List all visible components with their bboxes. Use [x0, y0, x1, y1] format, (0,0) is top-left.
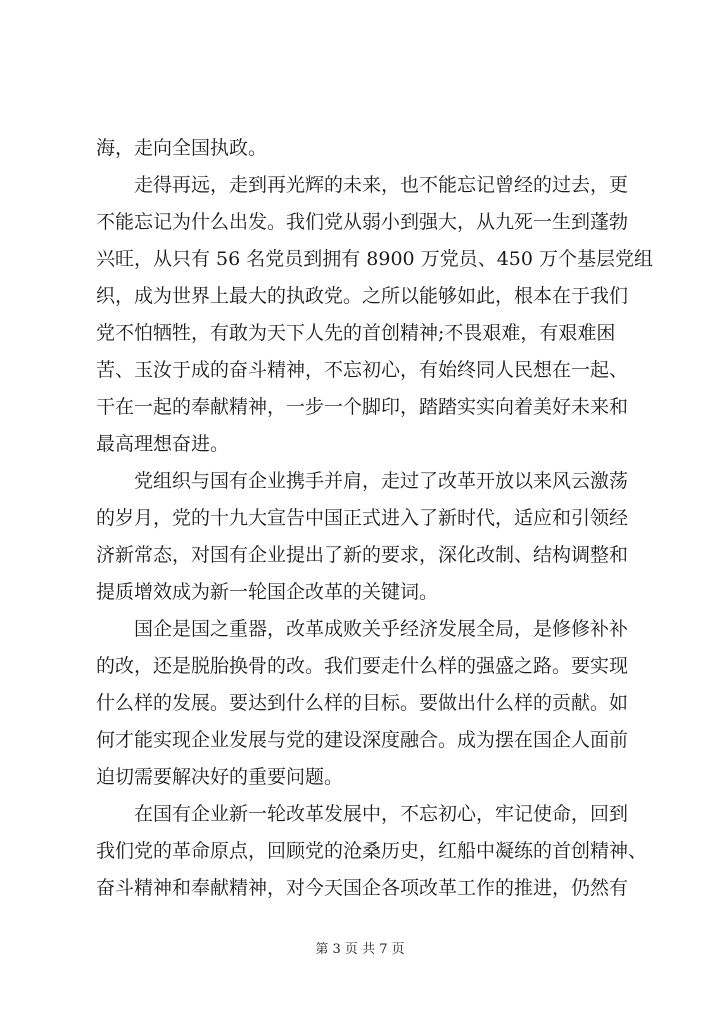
text-line: 的改，还是脱胎换骨的改。我们要走什么样的强盛之路。要实现: [96, 655, 629, 677]
text-line: 奋斗精神和奉献精神，对今天国企各项改革工作的推进，仍然有: [96, 877, 629, 899]
text-line: 何才能实现企业发展与党的建设深度融合。成为摆在国企人面前: [96, 729, 629, 751]
text-line: 我们党的革命原点，回顾党的沧桑历史，红船中凝练的首创精神、: [96, 840, 648, 862]
text-line: 干在一起的奉献精神，一步一个脚印，踏踏实实向着美好未来和: [96, 396, 629, 418]
paragraph-start-line: 走得再远，走到再光辉的未来，也不能忘记曾经的过去，更: [134, 174, 629, 196]
text-line: 党不怕牺牲，有敢为天下人先的首创精神;不畏艰难，有艰难困: [96, 322, 616, 344]
document-body: [96, 130, 653, 907]
paragraph-start-line: 在国有企业新一轮改革发展中，不忘初心，牢记使命，回到: [134, 803, 629, 825]
text-line: 苦、玉汝于成的奋斗精神，不忘初心，有始终同人民想在一起、: [96, 359, 629, 381]
text-line: 海，走向全国执政。: [96, 137, 268, 159]
page-number-footer: 第 3 页 共 7 页: [315, 942, 405, 957]
text-line: 的岁月，党的十九大宣告中国正式进入了新时代，适应和引领经: [96, 507, 629, 529]
paragraph-start-line: 党组织与国有企业携手并肩，走过了改革开放以来风云激荡: [134, 470, 629, 492]
text-line: 提质增效成为新一轮国企改革的关键词。: [96, 581, 439, 603]
text-line: 不能忘记为什么出发。我们党从弱小到强大，从九死一生到蓬勃: [96, 211, 629, 233]
text-line: 织，成为世界上最大的执政党。之所以能够如此，根本在于我们: [96, 285, 629, 307]
text-line: 什么样的发展。要达到什么样的目标。要做出什么样的贡献。如: [96, 692, 629, 714]
text-line: 济新常态，对国有企业提出了新的要求，深化改制、结构调整和: [96, 544, 629, 566]
paragraph-start-line: 国企是国之重器，改革成败关乎经济发展全局，是修修补补: [134, 618, 629, 640]
text-line: 兴旺，从只有 56 名党员到拥有 8900 万党员、450 万个基层党组: [96, 248, 653, 270]
text-line: 最高理想奋进。: [96, 433, 230, 455]
text-line: 迫切需要解决好的重要问题。: [96, 766, 344, 788]
